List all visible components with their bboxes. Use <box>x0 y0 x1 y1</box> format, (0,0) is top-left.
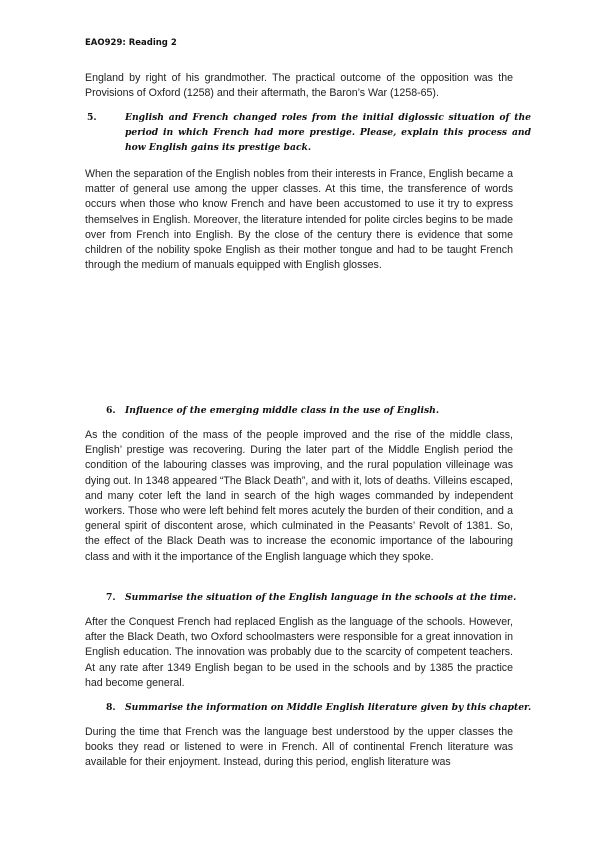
question-6-text: Influence of the emerging middle class in the use of English. <box>125 405 440 416</box>
question-5 <box>87 110 531 156</box>
question-6-number: 6. <box>106 405 116 416</box>
answer-8: During the time that French was the language best understood by the upper classes the books they read or listened to were in French. All of continental French literature was available for their enjoyment. Instead, during this period, english literature was <box>85 726 513 769</box>
intro-paragraph: England by right of his grandmother. The practical outcome of the opposition was the Provisions of Oxford (1258) and their aftermath, the Baron’s War (1258-65). <box>85 72 513 100</box>
question-8-number: 8. <box>106 702 116 713</box>
answer-7: After the Conquest French had replaced English as the language of the schools. However, after the Black Death, two Oxford schoolmasters were responsible for a great innovation in English education. The innovation was probably due to the scarcity of competent teachers. At any rate after 1349 English began to be used in the schools and by 1385 the practice had become general. <box>85 616 513 689</box>
answer-6: As the condition of the mass of the people improved and the rise of the middle class, English’ prestige was recovering. During the later part of the Middle English period the condition of the labouring classes was improving, and the rural population villeinage was dying out. In 1348 appeared “The Black Death”, and with it, lots of deaths. Villeins escaped, and many coter left the land in search of the high wages commanded by independent workers. Those who were left behind felt mores acutely the burden of their condition, and a general spirit of discontent arose, which culminated in the Peasants’ Revolt of 1381. So, the effect of the Black Death was to increase the economic importance of the labouring class and with it the importance of the English language which they spoke. <box>85 429 513 563</box>
question-8-text: Summarise the information on Middle English literature given by this chapter. <box>125 702 532 713</box>
question-7 <box>106 590 517 605</box>
answer-5: When the separation of the English nobles from their interests in France, English became a matter of general use among the upper classes. At this time, the transference of words occurs when those who know French and have been accustomed to use it try to express themselves in English. Moreover, the literature intended for polite circles begins to be made over from French into English. By the close of the century there is evidence that some children of the nobility spoke English as their mother tongue and had to be taught French through the medium of manuals equipped with English glosses. <box>85 168 513 272</box>
question-6 <box>106 403 512 418</box>
question-5-text: English and French changed roles from the initial diglossic situation of the period in which French had more prestige. Please, explain this process and how English gains its prestige back. <box>125 112 531 154</box>
question-7-number: 7. <box>106 592 116 603</box>
question-5-number: 5. <box>87 112 97 123</box>
question-8 <box>106 700 532 715</box>
document-header: EAO929: Reading 2 <box>85 38 177 48</box>
question-7-text: Summarise the situation of the English language in the schools at the time. <box>125 592 517 603</box>
